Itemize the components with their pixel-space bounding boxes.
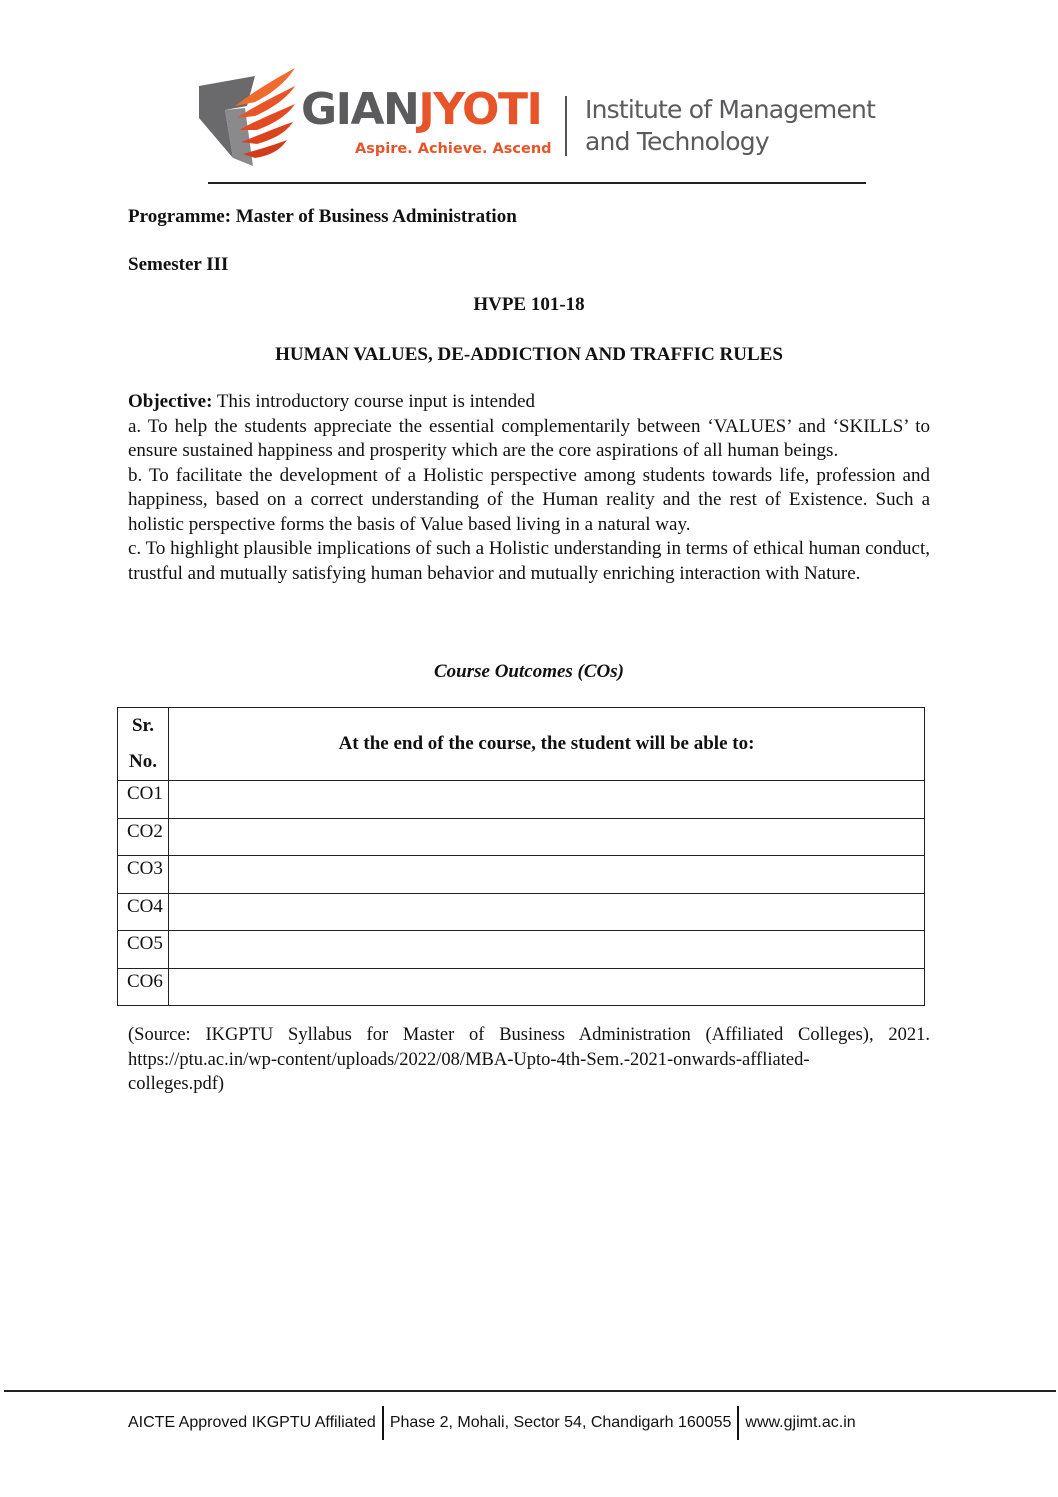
shield-wings-logo-icon bbox=[195, 66, 300, 176]
objective-label: Objective: bbox=[128, 391, 213, 412]
objective-section bbox=[128, 390, 930, 586]
institute-name bbox=[585, 94, 875, 158]
logo-tagline: Aspire. Achieve. Ascend bbox=[355, 141, 552, 157]
co-outcome-cell bbox=[169, 931, 925, 969]
footer-address: Phase 2, Mohali, Sector 54, Chandigarh 160055 bbox=[389, 1414, 732, 1431]
programme-line: Programme: Master of Business Administration bbox=[128, 206, 517, 227]
co-id-cell: CO5 bbox=[118, 931, 169, 969]
institute-name-line1: Institute of Management bbox=[585, 95, 876, 124]
table-row bbox=[118, 818, 925, 856]
co-id-cell: CO4 bbox=[118, 893, 169, 931]
objective-b: b. To facilitate the development of a Holistic perspective among students towards life, profession and happiness, based on a correct understanding of the Human reality and the rest of Existence. Such a holistic perspective forms the basis of Value based living in a natural way. bbox=[128, 464, 930, 535]
logo-divider bbox=[565, 96, 567, 156]
objective-intro: This introductory course input is intended bbox=[212, 391, 536, 412]
table-row bbox=[118, 781, 925, 819]
table-row bbox=[118, 931, 925, 969]
co-id-cell: CO1 bbox=[118, 781, 169, 819]
logo-wordmark bbox=[301, 84, 542, 135]
table-header-row bbox=[118, 708, 925, 781]
objective-a: a. To help the students appreciate the essential complementarily between ‘VALUES’ and ‘SKILLS’ to ensure sustained happiness and prosperity which are the core aspirations of all human beings. bbox=[128, 415, 930, 461]
footer-website: www.gjimt.ac.in bbox=[745, 1414, 856, 1431]
table-row bbox=[118, 856, 925, 894]
co-id-cell: CO2 bbox=[118, 818, 169, 856]
logo-name-gian: GIAN bbox=[301, 84, 419, 135]
footer-separator bbox=[737, 1406, 739, 1440]
column-header-outcome: At the end of the course, the student will be able to: bbox=[169, 708, 925, 781]
objective-c: c. To highlight plausible implications of such a Holistic understanding in terms of ethical human conduct, trustful and mutually satisfying human behavior and mutually enriching interaction with Nature. bbox=[128, 538, 930, 584]
footer-affiliation: AICTE Approved IKGPTU Affiliated bbox=[128, 1414, 376, 1431]
co-id-cell: CO3 bbox=[118, 856, 169, 894]
column-header-no: No. bbox=[129, 751, 157, 772]
header-divider bbox=[208, 182, 866, 184]
source-line1: (Source: IKGPTU Syllabus for Master of Business Administration (Affiliated Colleges), 2021. bbox=[128, 1025, 930, 1045]
source-line2: https://ptu.ac.in/wp-content/uploads/2022/08/MBA-Upto-4th-Sem.-2021-onwards-affliated- bbox=[128, 1049, 810, 1070]
co-outcome-cell bbox=[169, 818, 925, 856]
co-id-cell: CO6 bbox=[118, 968, 169, 1006]
source-citation bbox=[128, 1023, 930, 1097]
footer-separator bbox=[382, 1406, 384, 1440]
institute-logo bbox=[195, 66, 876, 178]
co-outcome-cell bbox=[169, 856, 925, 894]
institute-name-line2: and Technology bbox=[585, 127, 769, 156]
course-code: HVPE 101-18 bbox=[473, 294, 585, 315]
column-header-sr-no bbox=[118, 708, 169, 781]
co-outcome-cell bbox=[169, 781, 925, 819]
logo-name-jyoti: JYOTI bbox=[418, 84, 542, 135]
co-outcome-cell bbox=[169, 968, 925, 1006]
co-outcome-cell bbox=[169, 893, 925, 931]
table-row bbox=[118, 968, 925, 1006]
footer-divider bbox=[4, 1390, 1056, 1392]
source-line3: colleges.pdf) bbox=[128, 1074, 225, 1094]
course-outcomes-table bbox=[117, 707, 925, 1006]
semester-line: Semester III bbox=[128, 254, 229, 275]
column-header-sr: Sr. bbox=[131, 715, 154, 736]
table-row bbox=[118, 893, 925, 931]
course-outcomes-heading: Course Outcomes (COs) bbox=[433, 661, 624, 682]
course-title: HUMAN VALUES, DE-ADDICTION AND TRAFFIC RULES bbox=[275, 344, 783, 365]
page-footer bbox=[128, 1406, 856, 1440]
